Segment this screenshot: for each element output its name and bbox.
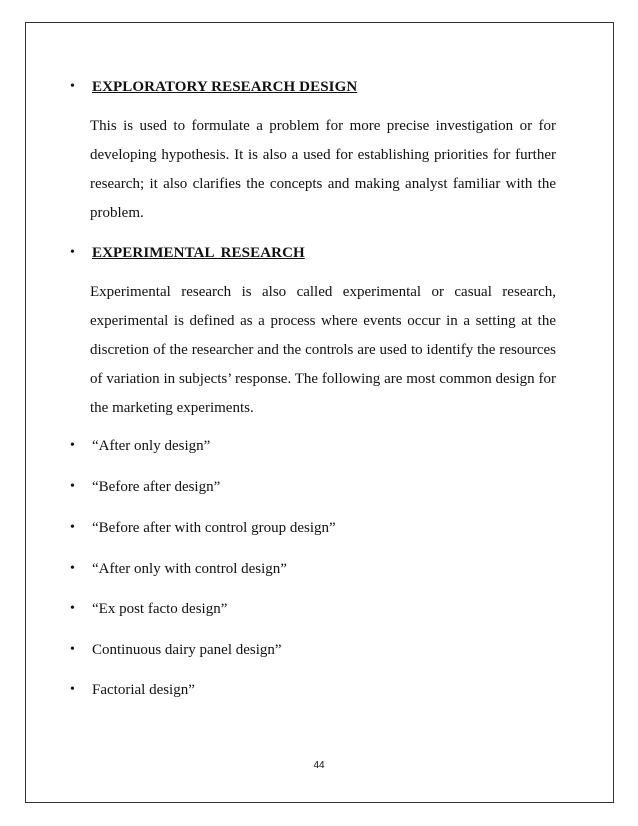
list-item-text: “After only with control design” [92,561,287,577]
bullet-icon: • [70,438,75,453]
bullet-icon: • [70,642,75,657]
list-item-text: “Before after with control group design” [92,520,336,536]
bullet-icon: • [70,682,75,697]
bullet-icon: • [70,79,75,94]
section-heading-experimental: EXPERIMENTAL RESEARCH [92,245,305,261]
bullet-icon: • [70,245,75,260]
bullet-icon: • [70,561,75,576]
section-heading-exploratory: EXPLORATORY RESEARCH DESIGN [92,79,358,95]
list-item-text: Continuous dairy panel design” [92,642,282,658]
bullet-icon: • [70,520,75,535]
section-paragraph-experimental: Experimental research is also called experimental or casual research, experimental is defined as a process where events occur in a setting at the discretion of the researcher and the controls are used to identify the resources of variation in subjects’ response. The following are most common design for the marketing experiments. [90,284,556,416]
bullet-icon: • [70,601,75,616]
list-item-text: “After only design” [92,438,211,454]
list-item-text: “Before after design” [92,479,221,495]
list-item-text: Factorial design” [92,682,195,698]
section-paragraph-exploratory: This is used to formulate a problem for more precise investigation or for developing hypothesis. It is also a used for establishing priorities for further research; it also clarifies the concepts and making analyst familiar with the problem. [90,118,556,221]
page-number: 44 [313,760,325,771]
list-item-text: “Ex post facto design” [92,601,228,617]
bullet-icon: • [70,479,75,494]
